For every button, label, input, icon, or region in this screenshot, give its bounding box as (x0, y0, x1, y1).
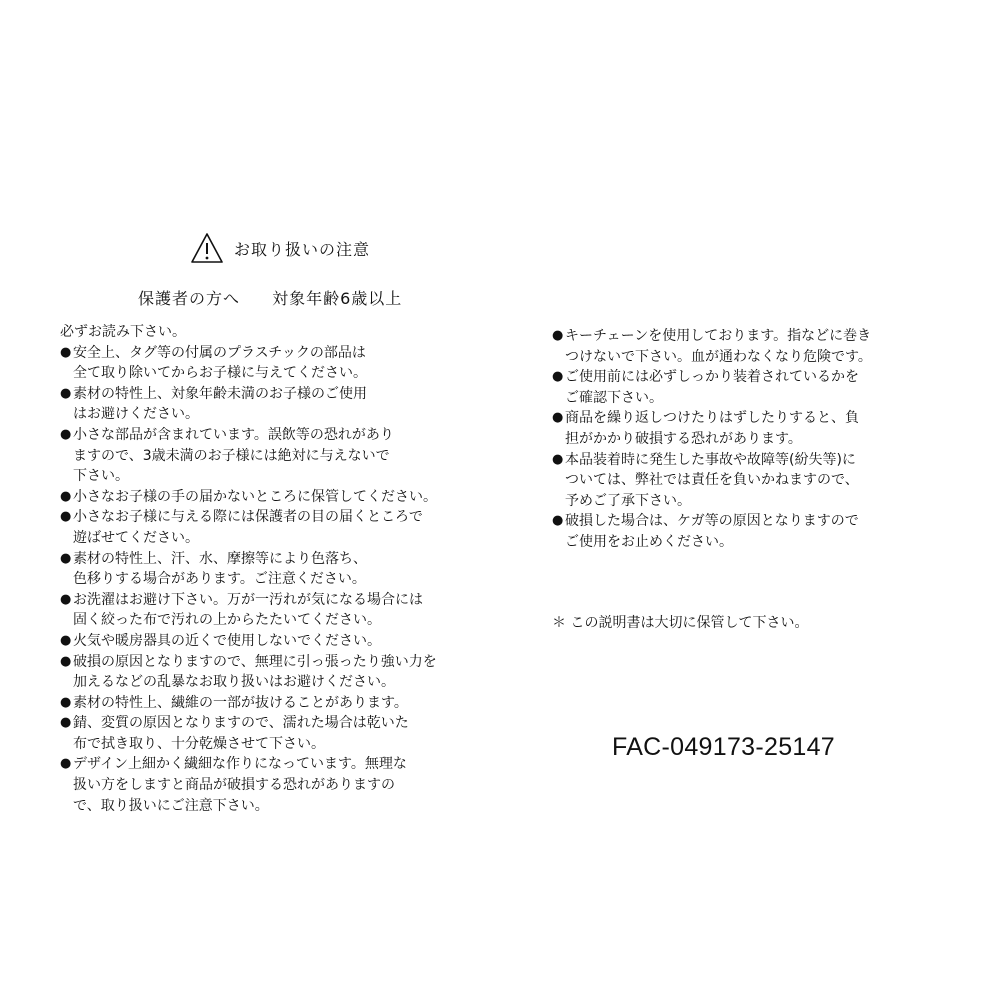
list-item (60, 652, 500, 693)
right-item-list (552, 326, 972, 553)
list-item (60, 713, 500, 754)
bullet-icon: ● (60, 632, 72, 648)
bullet-icon: ● (552, 328, 564, 343)
list-item (60, 384, 500, 425)
guardian-label: 保護者の方へ (138, 289, 241, 308)
list-item-text: 火気や暖房器具の近くで使用しないでください。 (73, 632, 381, 649)
storage-note: ＊ この説明書は大切に保管して下さい。 (552, 615, 809, 631)
list-item (552, 408, 972, 449)
list-item-text: 素材の特性上、対象年齢未満のお子様のご使用 はお避けください。 (73, 385, 367, 423)
list-item-text: 小さな部品が含まれています。誤飲等の恐れがあり ますので、3歳未満のお子様には絶対に与えないで 下さい。 (73, 426, 394, 485)
list-item-text: 素材の特性上、繊維の一部が抜けることがあります。 (73, 694, 408, 711)
bullet-icon: ● (60, 385, 72, 401)
list-item-text: 錆、変質の原因となりますので、濡れた場合は乾いた 布で拭き取り、十分乾燥させて下さい。 (73, 715, 409, 752)
bullet-icon: ● (60, 488, 72, 504)
list-item (60, 487, 500, 508)
bullet-icon: ● (60, 715, 72, 731)
bullet-icon: ● (60, 426, 72, 442)
list-item (60, 590, 500, 631)
list-item (552, 511, 972, 552)
list-item-text: 小さなお子様に与える際には保護者の目の届くところで 遊ばせてください。 (73, 509, 423, 546)
list-item (60, 507, 500, 548)
bullet-icon: ● (552, 410, 564, 426)
page-title: お取り扱いの注意 (233, 239, 370, 259)
list-item-text: 小さなお子様の手の届かないところに保管してください。 (73, 488, 437, 505)
bullet-icon: ● (60, 509, 72, 525)
bullet-icon: ● (60, 653, 72, 669)
left-column (60, 322, 500, 816)
list-item (552, 326, 972, 367)
list-item (60, 549, 500, 590)
title-row (0, 232, 560, 264)
list-item (60, 693, 500, 714)
bullet-icon: ● (60, 756, 72, 772)
list-item (552, 367, 972, 408)
bullet-icon: ● (60, 694, 72, 710)
list-item-text: デザイン上細かく繊細な作りになっています。無理な 扱い方をしますと商品が破損する恐れがありますの で、取り扱いにご注意下さい。 (73, 756, 407, 814)
list-item-text: ご使用前には必ずしっかり装着されているかを ご確認下さい。 (565, 369, 859, 406)
list-item-text: 安全上、タグ等の付属のプラスチックの部品は 全て取り除いてからお子様に与えてください。 (73, 344, 367, 382)
intro-text: 必ずお読み下さい。 (60, 324, 186, 340)
list-item-text: 本品装着時に発生した事故や故障等(紛失等)に ついては、弊社では責任を負いかねますので、 予めご了承下さい。 (565, 451, 859, 509)
list-item-text: キーチェーンを使用しております。指などに巻き つけないで下さい。血が通わなくなり危険です。 (565, 328, 872, 365)
list-item (60, 631, 500, 652)
list-item-text: 商品を繰り返しつけたりはずしたりすると、負 担がかかり破損する恐れがあります。 (565, 410, 859, 447)
list-item (60, 425, 500, 487)
age-label: 対象年齢6歳以上 (272, 289, 403, 308)
bullet-icon: ● (60, 591, 72, 607)
bullet-icon: ● (60, 550, 72, 566)
list-item-text: 破損した場合は、ケガ等の原因となりますので ご使用をお止めください。 (565, 513, 859, 550)
list-item-text: 素材の特性上、汗、水、摩擦等により色落ち、 色移りする場合があります。ご注意ください。 (73, 550, 367, 588)
list-item (60, 754, 500, 816)
left-item-list (60, 343, 500, 817)
list-item-text: お洗濯はお避け下さい。万が一汚れが気になる場合には 固く絞った布で汚れの上からたたいてください。 (73, 591, 423, 629)
bullet-icon: ● (552, 513, 564, 529)
list-item (552, 450, 972, 512)
right-column (552, 326, 972, 553)
bullet-icon: ● (552, 369, 564, 385)
list-item-text: 破損の原因となりますので、無理に引っ張ったり強い力を 加えるなどの乱暴なお取り扱いはお避けください。 (73, 653, 437, 691)
subtitle-row (138, 286, 402, 309)
warning-triangle-icon (190, 232, 224, 264)
product-code: FAC-049173-25147 (612, 733, 836, 761)
bullet-icon: ● (60, 344, 72, 360)
list-item (60, 343, 500, 384)
bullet-icon: ● (552, 451, 564, 467)
